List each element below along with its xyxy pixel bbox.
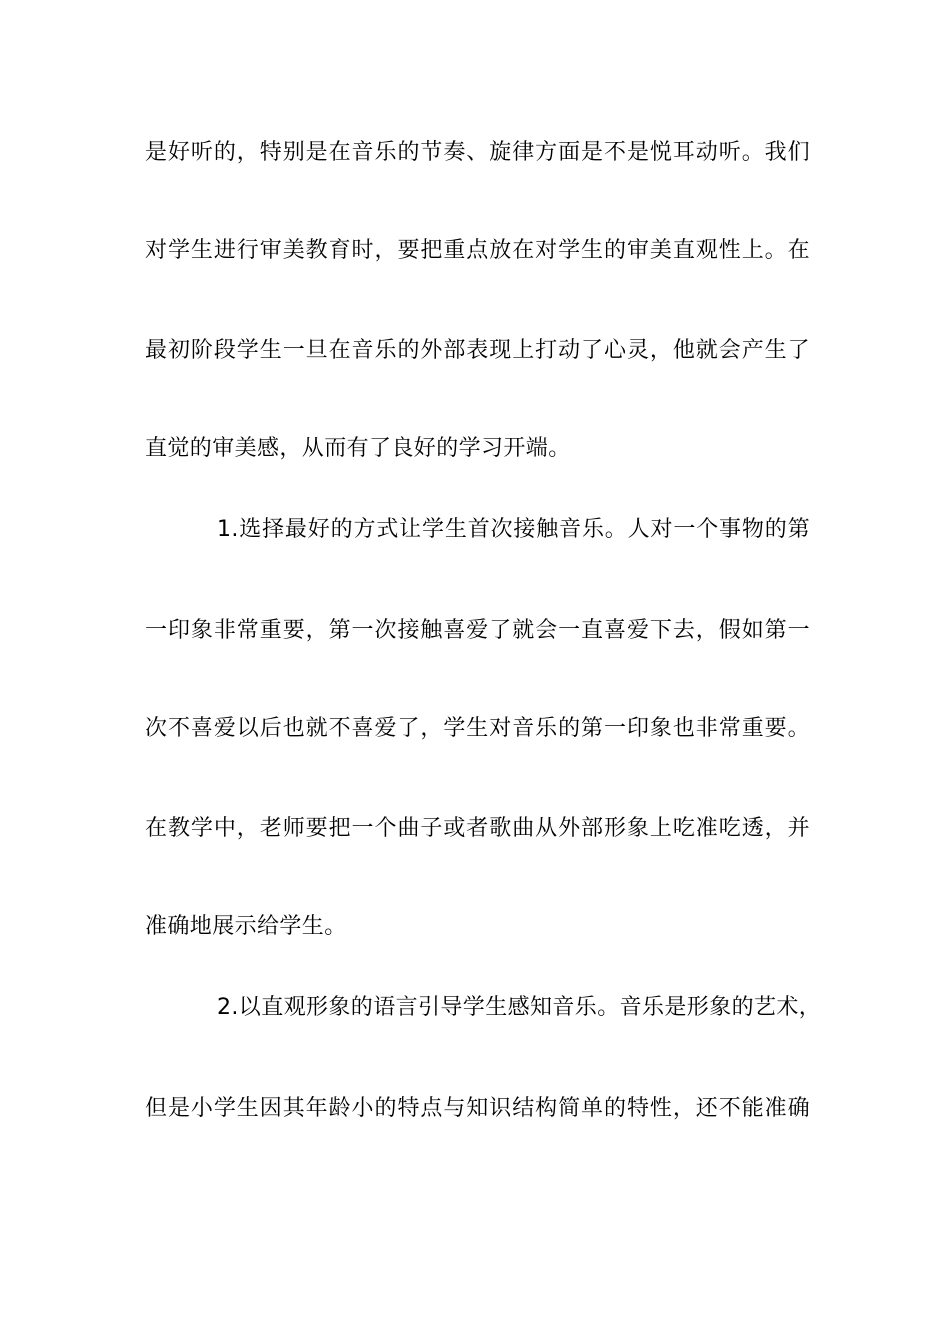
text-line-11: 但是小学生因其年龄小的特点与知识结构简单的特性，还不能准确 [145, 1096, 810, 1121]
text-line-1: 是好听的，特别是在音乐的节奏、旋律方面是不是悦耳动听。我们 [145, 140, 810, 165]
text-line-3: 最初阶段学生一旦在音乐的外部表现上打动了心灵，他就会产生了 [145, 338, 810, 363]
text-line-10: 2.以直观形象的语言引导学生感知音乐。音乐是形象的艺术， [217, 995, 822, 1020]
text-line-7: 次不喜爱以后也就不喜爱了，学生对音乐的第一印象也非常重要。 [145, 716, 810, 741]
text-line-6: 一印象非常重要，第一次接触喜爱了就会一直喜爱下去，假如第一 [145, 618, 810, 643]
text-line-9: 准确地展示给学生。 [145, 914, 347, 939]
text-line-2: 对学生进行审美教育时，要把重点放在对学生的审美直观性上。在 [145, 238, 810, 263]
text-line-5: 1.选择最好的方式让学生首次接触音乐。人对一个事物的第 [217, 517, 810, 542]
text-line-8: 在教学中，老师要把一个曲子或者歌曲从外部形象上吃准吃透，并 [145, 816, 810, 841]
text-line-4: 直觉的审美感，从而有了良好的学习开端。 [145, 436, 571, 461]
